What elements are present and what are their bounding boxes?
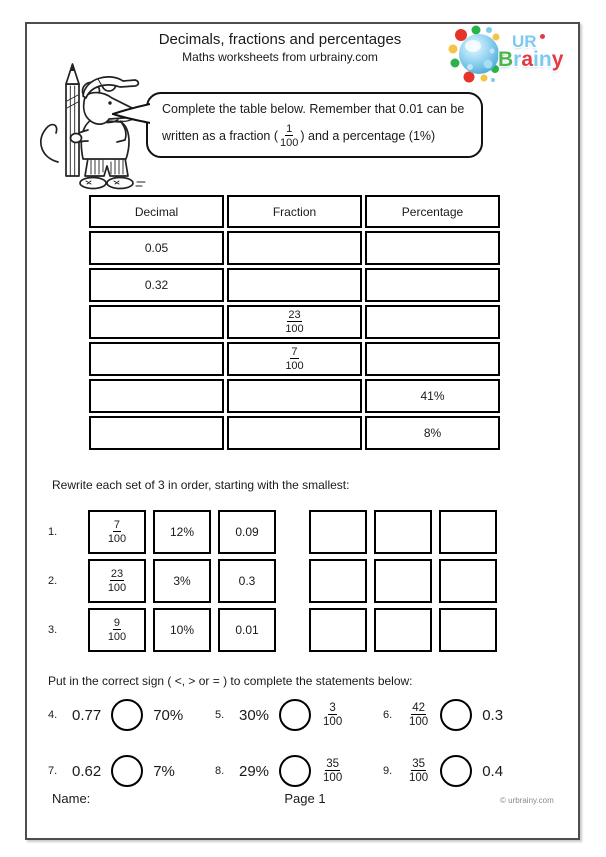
statement-item	[48, 750, 215, 792]
answer-cell[interactable]	[227, 379, 362, 413]
ordering-row-label: 2.	[48, 575, 58, 587]
answer-cell[interactable]	[365, 342, 500, 376]
page-title: Decimals, fractions and percentages	[158, 31, 402, 48]
text-value: 0.09	[235, 525, 259, 539]
text-value: 0.3	[238, 574, 256, 588]
answer-box[interactable]	[439, 559, 497, 603]
brand-letter: r	[513, 48, 522, 71]
bubble-text-line2	[162, 123, 481, 149]
brand-letter: B	[498, 48, 514, 71]
table-row	[89, 305, 500, 339]
value-box	[218, 559, 276, 603]
text-value: 41%	[420, 389, 445, 403]
brand-letter: y	[551, 48, 564, 71]
answer-cell[interactable]	[365, 268, 500, 302]
fraction-numerator: 23	[110, 568, 124, 581]
fraction-numerator: 23	[288, 309, 301, 322]
fraction-numerator: 42	[412, 701, 425, 714]
bubble-line2-prefix: written as a fraction (	[162, 128, 279, 143]
fraction-denominator: 100	[285, 322, 304, 335]
answer-box[interactable]	[309, 510, 367, 554]
answer-box[interactable]	[309, 559, 367, 603]
name-label: Name:	[52, 791, 91, 806]
fraction-numerator: 9	[113, 617, 121, 630]
statement-left-value: 0.62	[72, 762, 102, 780]
text-value: 0.32	[144, 278, 169, 292]
fraction-denominator: 100	[107, 581, 127, 594]
fraction-value	[285, 346, 303, 372]
statement-grid	[48, 694, 543, 792]
value-box	[153, 608, 211, 652]
sign-circle[interactable]	[111, 699, 143, 731]
brand-letter: n	[538, 48, 552, 71]
table-row	[89, 231, 500, 265]
value-box	[88, 559, 146, 603]
statement-right-value: 70%	[153, 706, 184, 724]
ordering-instruction: Rewrite each set of 3 in order, starting with the smallest:	[52, 478, 350, 492]
ordering-row-label: 3.	[48, 624, 58, 636]
table-cell-value	[227, 305, 362, 339]
fraction-numerator: 35	[412, 757, 425, 770]
urbrainy-logo	[448, 24, 578, 94]
brand-brainy-text	[498, 48, 563, 72]
page-subtitle: Maths worksheets from urbrainy.com	[182, 50, 378, 64]
answer-cell[interactable]	[89, 416, 224, 450]
fraction-numerator: 7	[113, 519, 121, 532]
ordering-row-label: 1.	[48, 526, 58, 538]
value-box	[88, 510, 146, 554]
statement-item	[215, 694, 383, 736]
table-cell-value	[365, 379, 500, 413]
table-row	[89, 268, 500, 302]
statement-item	[383, 694, 543, 736]
ordering-rows	[48, 510, 504, 657]
ordering-row	[48, 608, 504, 652]
value-box	[88, 608, 146, 652]
statement-label: 8.	[215, 765, 225, 777]
statement-left-value: 29%	[239, 762, 270, 780]
ordering-row	[48, 559, 504, 603]
brand-letter: a	[521, 48, 534, 71]
answer-cell[interactable]	[227, 231, 362, 265]
answer-cell[interactable]	[89, 342, 224, 376]
table-cell-value	[89, 231, 224, 265]
text-value: 10%	[169, 623, 195, 637]
fraction-value	[108, 568, 126, 594]
answer-cell[interactable]	[365, 305, 500, 339]
fraction-denominator: 100	[323, 715, 343, 728]
answer-box[interactable]	[374, 608, 432, 652]
fraction-value	[108, 519, 126, 545]
answer-box[interactable]	[439, 608, 497, 652]
sign-circle[interactable]	[440, 755, 472, 787]
answer-box[interactable]	[374, 559, 432, 603]
text-value: 3%	[173, 574, 191, 588]
statement-left-value	[409, 758, 428, 785]
table-row	[89, 379, 500, 413]
value-box	[153, 559, 211, 603]
text-value: 12%	[169, 525, 195, 539]
statement-left-value	[409, 702, 428, 729]
value-box	[218, 510, 276, 554]
value-box	[218, 608, 276, 652]
brand-dot	[540, 34, 545, 39]
fraction-denominator: 100	[285, 359, 304, 372]
answer-cell[interactable]	[227, 268, 362, 302]
fraction-numerator: 35	[326, 757, 340, 770]
speech-bubble-tail	[112, 101, 150, 127]
text-value: 0.01	[235, 623, 259, 637]
sign-circle[interactable]	[440, 699, 472, 731]
column-header: Percentage	[365, 195, 500, 228]
statement-left-value: 30%	[239, 706, 270, 724]
table-cell-value	[89, 268, 224, 302]
brand-letter: i	[533, 48, 539, 71]
table-row	[89, 416, 500, 450]
page-number: Page 1	[284, 791, 326, 806]
statements-instruction: Put in the correct sign ( <, > or = ) to complete the statements below:	[48, 674, 413, 688]
fraction-denominator: 100	[409, 771, 429, 784]
text-value: 0.05	[144, 241, 169, 255]
fraction-value	[285, 309, 303, 335]
fraction-denominator: 100	[409, 715, 429, 728]
fraction-numerator: 7	[291, 346, 298, 359]
fraction-value	[108, 617, 126, 643]
answer-box[interactable]	[374, 510, 432, 554]
text-value: 8%	[423, 426, 442, 440]
statement-label: 7.	[48, 765, 58, 777]
statement-right-value	[323, 758, 342, 785]
column-header: Decimal	[89, 195, 224, 228]
fraction-denominator: 100	[323, 771, 343, 784]
statement-label: 9.	[383, 765, 393, 777]
ordering-row	[48, 510, 504, 554]
sign-circle[interactable]	[111, 755, 143, 787]
value-box	[153, 510, 211, 554]
sign-circle[interactable]	[279, 699, 311, 731]
speech-bubble	[146, 92, 483, 158]
answer-cell[interactable]	[89, 305, 224, 339]
statement-right-value: 0.4	[482, 762, 504, 780]
answer-cell[interactable]	[365, 231, 500, 265]
statement-right-value: 7%	[153, 762, 175, 780]
answer-box[interactable]	[309, 608, 367, 652]
column-header: Fraction	[227, 195, 362, 228]
statement-item	[48, 694, 215, 736]
bubble-fraction: $\frac{1}{100}$	[280, 123, 299, 149]
copyright: © urbrainy.com	[500, 796, 554, 805]
conversion-table	[86, 192, 503, 453]
statement-label: 5.	[215, 709, 225, 721]
statement-item	[215, 750, 383, 792]
statement-item	[383, 750, 543, 792]
fraction-denominator: 100	[107, 532, 127, 545]
bubble-text-line1: Complete the table below. Remember that 0.01 can be	[162, 102, 465, 116]
fraction-denominator: 100	[107, 630, 127, 643]
answer-cell[interactable]	[227, 416, 362, 450]
statement-right-value: 0.3	[482, 706, 504, 724]
statement-label: 6.	[383, 709, 393, 721]
bubble-line2-suffix: ) and a percentage (1%)	[300, 128, 436, 143]
table-row	[89, 342, 500, 376]
statement-right-value	[323, 702, 342, 729]
sign-circle[interactable]	[279, 755, 311, 787]
statement-label: 4.	[48, 709, 58, 721]
table-cell-value	[365, 416, 500, 450]
brand-ur-text: UR	[512, 32, 537, 51]
statement-left-value: 0.77	[72, 706, 102, 724]
table-cell-value	[227, 342, 362, 376]
fraction-numerator: 3	[329, 701, 336, 714]
answer-box[interactable]	[439, 510, 497, 554]
answer-cell[interactable]	[89, 379, 224, 413]
